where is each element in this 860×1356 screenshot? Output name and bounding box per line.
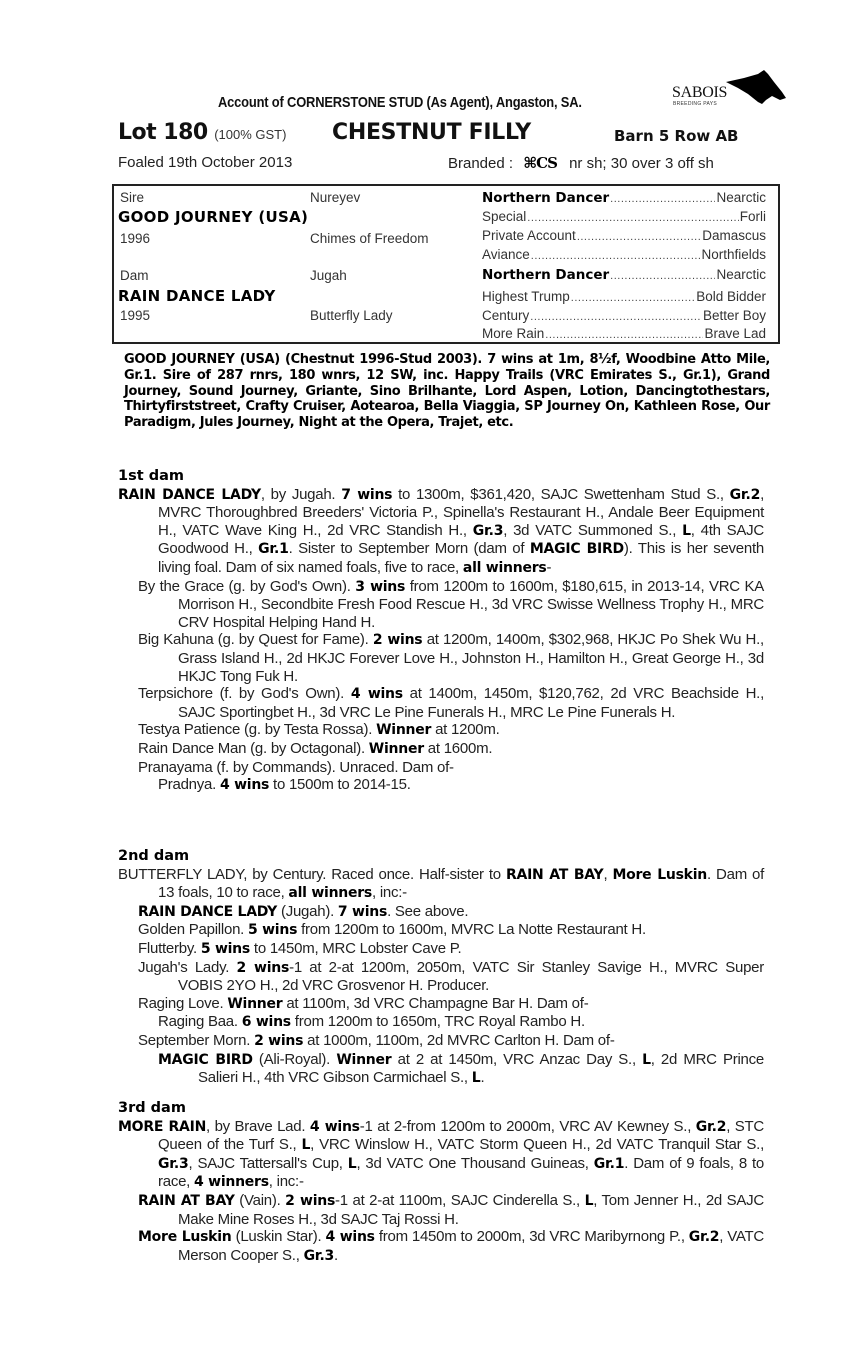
second-dam-section [118, 848, 764, 1088]
foal-record: Rain Dance Man (g. by Octagonal). Winner at 1600m. [138, 739, 493, 757]
logo-text: SABOIS [672, 84, 728, 101]
branded-label: Branded : [448, 155, 514, 172]
dam-record: BUTTERFLY LADY, by Century. Raced once. Half-sister to RAIN AT BAY, More Luskin. Dam of 13 foals, 10 to race, all winners, inc:- [118, 865, 765, 902]
dam-record: MORE RAIN, by Brave Lad. 4 wins-1 at 2-from 1200m to 2000m, VRC AV Kewney S., Gr.2, STC Queen of the Turf S., L, VRC Winslow H., VATC Storm Queen H., 2d VATC Tranquil Star S., Gr.3, SAJC Tattersall's Cup, L, 3d VATC One Thousand Guineas, Gr.1. Dam of 9 foals, 8 to race, 4 winners, inc:- [118, 1117, 765, 1191]
gst-note: (100% GST) [214, 127, 287, 142]
foal-record: Pranayama (f. by Commands). Unraced. Dam of- [138, 758, 454, 776]
vendor-account: Account of CORNERSTONE STUD (As Agent), Angaston, SA. [218, 94, 582, 111]
sire-name: GOOD JOURNEY (USA) [118, 208, 309, 226]
logo-subtext: BREEDING PAYS [673, 101, 718, 107]
sire-year: 1996 [120, 231, 151, 246]
lot-number: Lot 180 [118, 120, 208, 145]
foal-record: RAIN DANCE LADY (Jugah). 7 wins. See above. [138, 902, 469, 920]
foal-record: Jugah's Lady. 2 wins-1 at 2-at 1200m, 2050m, VATC Sir Stanley Savige H., MVRC Super VOBIS 2YO H., 2d VRC Grosvenor H. Producer. [138, 958, 764, 995]
sex-color: CHESTNUT FILLY [332, 120, 531, 145]
gg-row: Century ..... Better Boy [482, 308, 766, 323]
sabois-logo [668, 68, 788, 112]
dam-record: RAIN DANCE LADY, by Jugah. 7 wins to 1300m, $361,420, SAJC Swettenham Stud S., Gr.2, MVRC Thoroughbred Breeders' Victoria P., Spinella's Restaurant H., Andale Beer Equipment H., VATC Wave King H., 2d VRC Standish H., Gr.3, 3d VATC Summoned S., L, 4th SAJC Goodwood H., Gr.1. Sister to September Morn (dam of MAGIC BIRD). This is her seventh living foal. Dam of six named foals, five to race, all winners- [118, 485, 765, 576]
grandfoal-record: Raging Baa. 6 wins from 1200m to 1650m, TRC Royal Rambo H. [158, 1013, 585, 1031]
dam-label: Dam [120, 268, 149, 283]
grandfoal-record: Pradnya. 4 wins to 1500m to 2014-15. [158, 776, 411, 794]
section-heading: 3rd dam [118, 1100, 186, 1116]
gg-row: Northern Dancer ..... Nearctic [482, 267, 766, 283]
foal-record: RAIN AT BAY (Vain). 2 wins-1 at 2-at 1100m, SAJC Cinderella S., L, Tom Jenner H., 2d SAJC Make Mine Roses H., 3d SAJC Taj Rossi H. [138, 1191, 764, 1228]
section-heading: 1st dam [118, 468, 184, 484]
sire-dam: Chimes of Freedom [310, 231, 429, 246]
dam-name: RAIN DANCE LADY [118, 287, 276, 305]
brand-detail: nr sh; 30 over 3 off sh [569, 155, 714, 172]
gg-row: Special ..... Forli [482, 209, 766, 224]
foal-record: Golden Papillon. 5 wins from 1200m to 1600m, MVRC La Notte Restaurant H. [138, 921, 646, 939]
dam-sire: Jugah [310, 268, 347, 283]
sire-sire: Nureyev [310, 190, 361, 205]
foal-record: By the Grace (g. by God's Own). 3 wins from 1200m to 1600m, $180,615, in 2013-14, VRC KA Morrison H., Secondbite Fresh Food Rescue H., 3d VRC Swisse Wellness Trophy H., MRC CRV Hospital Helping Hand H. [138, 577, 765, 631]
gg-row: Highest Trump ..... Bold Bidder [482, 289, 766, 304]
brand-mark-icon: ⌘CS [523, 154, 557, 172]
foal-record: Flutterby. 5 wins to 1450m, MRC Lobster Cave P. [138, 939, 462, 957]
lot-line [118, 120, 598, 150]
gg-row: More Rain ..... Brave Lad [482, 326, 766, 341]
foal-record: Terpsichore (f. by God's Own). 4 wins at 1400m, 1450m, $120,762, 2d VRC Beachside H., SAJC Sportingbet H., 3d VRC Le Pine Funerals H., MRC Le Pine Funerals H. [138, 685, 764, 721]
pedigree-table [112, 184, 780, 344]
gg-row: Private Account ..... Damascus [482, 228, 766, 243]
section-heading: 2nd dam [118, 848, 190, 864]
branded-line [448, 154, 714, 172]
dam-year: 1995 [120, 308, 151, 323]
barn-location: Barn 5 Row AB [614, 127, 739, 145]
foal-record: Raging Love. Winner at 1100m, 3d VRC Champagne Bar H. Dam of- [138, 994, 589, 1012]
third-dam-section [118, 1100, 764, 1265]
grandfoal-record: MAGIC BIRD (Ali-Royal). Winner at 2 at 1450m, VRC Anzac Day S., L, 2d MRC Prince Salieri H., 4th VRC Gibson Carmichael S., L. [158, 1050, 764, 1087]
dam-dam: Butterfly Lady [310, 308, 393, 323]
gg-row: Northern Dancer ..... Nearctic [482, 190, 766, 206]
sire-summary: GOOD JOURNEY (USA) (Chestnut 1996-Stud 2003). 7 wins at 1m, 8½f, Woodbine Atto Mile, Gr.1. Sire of 287 rnrs, 180 wnrs, 12 SW, inc. Happy Trails (VRC Emirates S., Gr.1), Grand Journey, Sound Journey, Griante, Sino Brilhante, Lord Aspen, Lotion, Dancingtothestars, Thirtyfirststreet, Crafty Cruiser, Aotearoa, Bella Viaggia, SP Journey On, Kathleen Rose, Our Paradigm, Jules Journey, Night at the Opera, Trajet, etc. [124, 352, 770, 431]
foal-record: Big Kahuna (g. by Quest for Fame). 2 wins at 1200m, 1400m, $302,968, HKJC Po Shek Wu H., Grass Island H., 2d HKJC Forever Love H., Johnston H., Hamilton H., Great George H., 3d HKJC Tong Fuk H. [138, 631, 764, 685]
foaled-date: Foaled 19th October 2013 [118, 154, 293, 171]
foal-record: September Morn. 2 wins at 1000m, 1100m, 2d MVRC Carlton H. Dam of- [138, 1031, 615, 1049]
foal-record: More Luskin (Luskin Star). 4 wins from 1450m to 2000m, 3d VRC Maribyrnong P., Gr.2, VATC Merson Cooper S., Gr.3. [138, 1228, 765, 1264]
foal-record: Testya Patience (g. by Testa Rossa). Winner at 1200m. [138, 721, 500, 739]
first-dam-section [118, 468, 764, 795]
gg-row: Aviance ..... Northfields [482, 247, 766, 262]
sire-label: Sire [120, 190, 145, 205]
